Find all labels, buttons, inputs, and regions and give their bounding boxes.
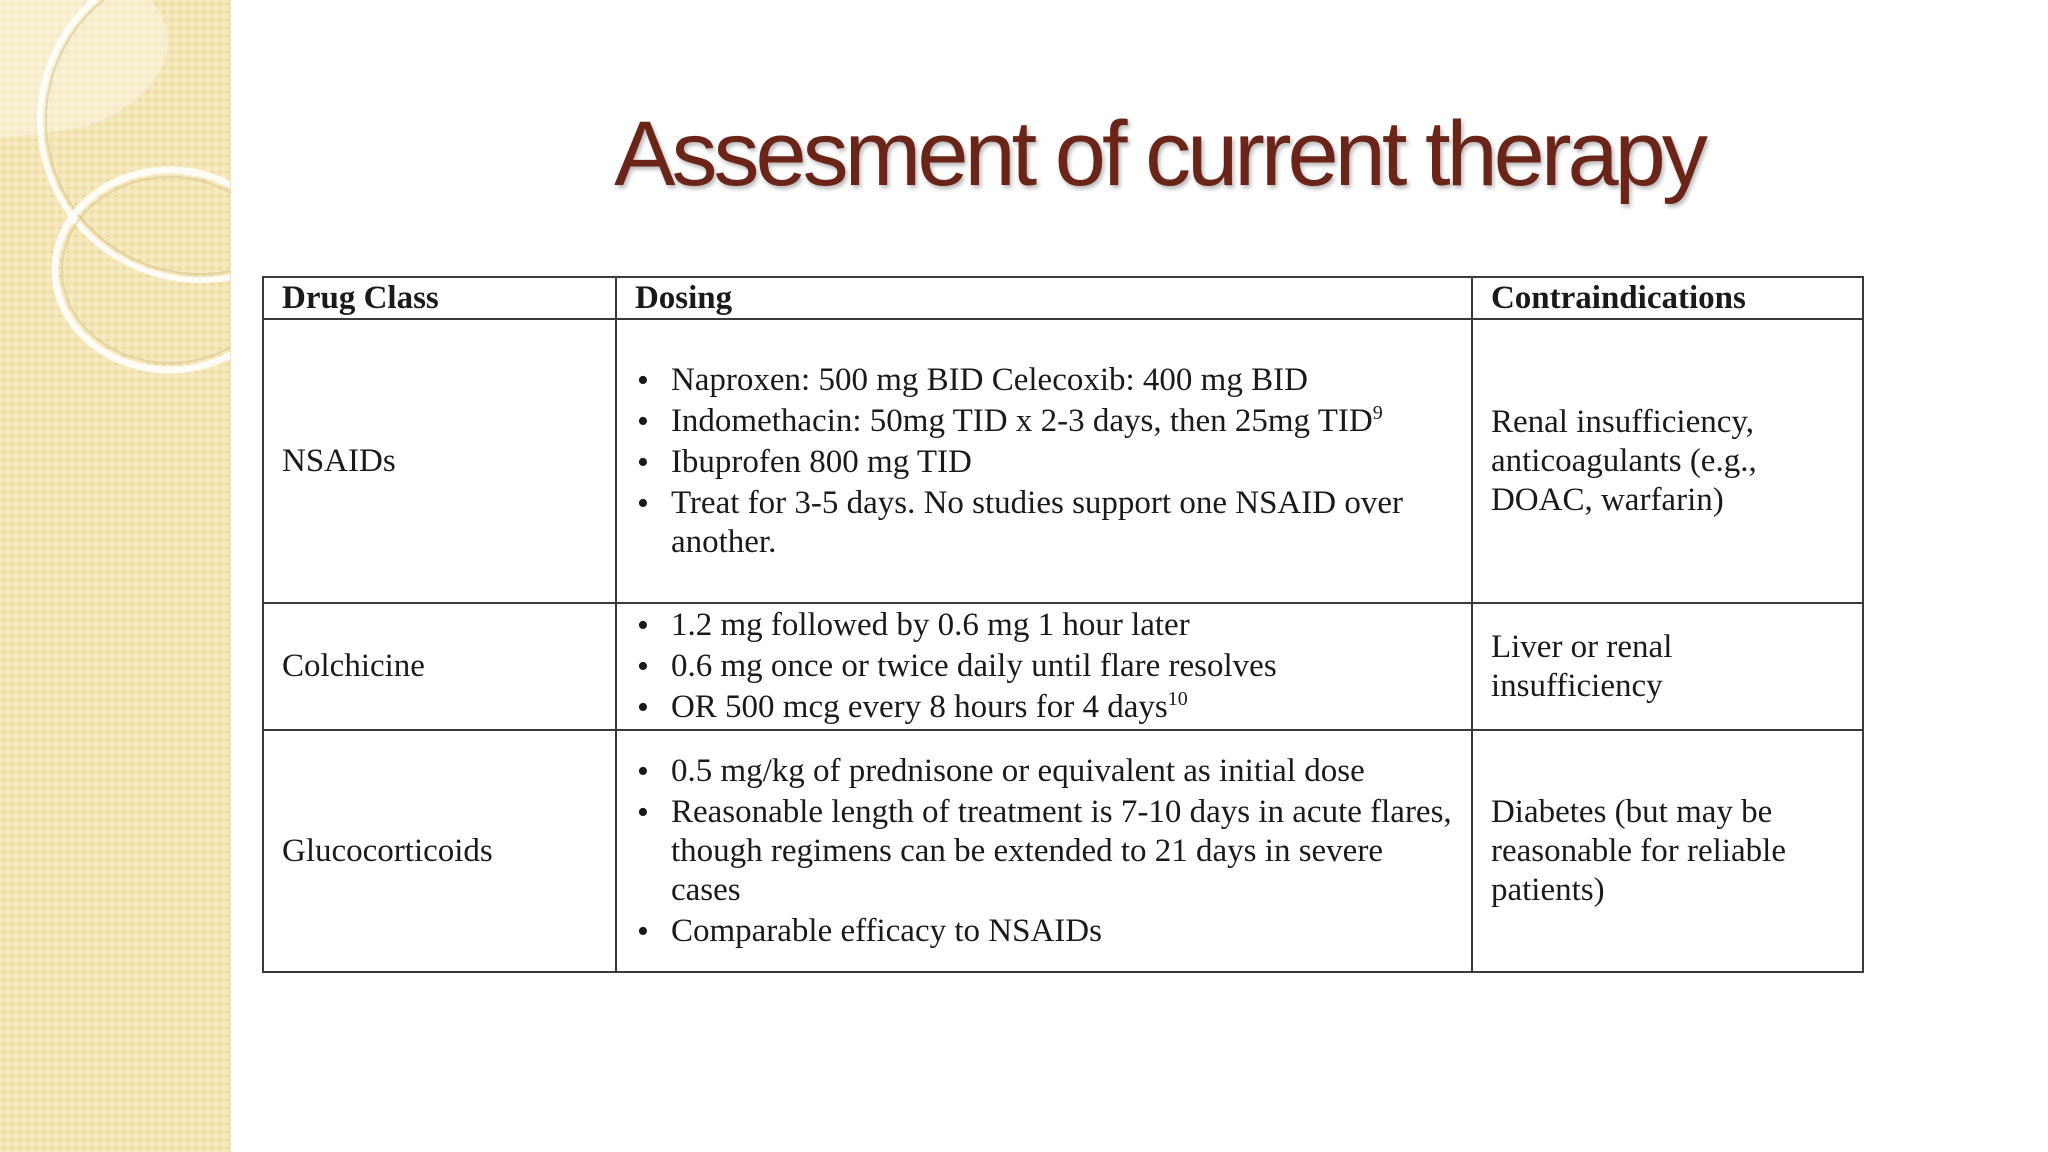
drug-class-cell: NSAIDs	[263, 319, 616, 603]
dosing-item: • 0.6 mg once or twice daily until flare resolves	[635, 647, 1453, 686]
header-contraindications: Contraindications	[1472, 277, 1863, 319]
dosing-item: • Ibuprofen 800 mg TID	[635, 443, 1453, 482]
table-row	[263, 319, 1863, 603]
drug-class-cell: Colchicine	[263, 603, 616, 730]
dosing-item: • Treat for 3-5 days. No studies support one NSAID over another.	[635, 484, 1453, 562]
table-header-row	[263, 277, 1863, 319]
header-dosing: Dosing	[616, 277, 1472, 319]
dosing-item: • OR 500 mcg every 8 hours for 4 days$^{10}$	[635, 688, 1453, 727]
drug-class-cell: Glucocorticoids	[263, 730, 616, 972]
dosing-item: • 1.2 mg followed by 0.6 mg 1 hour later	[635, 606, 1453, 645]
dosing-item: • Reasonable length of treatment is 7-10 days in acute flares, though regimens can be extended to 21 days in severe cases	[635, 793, 1453, 910]
citation-superscript: 10	[1167, 688, 1188, 710]
citation-superscript: 9	[1372, 401, 1383, 424]
header-drug-class: Drug Class	[263, 277, 616, 319]
contraindications-cell: Liver or renal insufficiency	[1472, 603, 1863, 730]
dosing-list	[635, 361, 1453, 562]
slide-title: Assesment of current therapy	[614, 103, 1704, 205]
dosing-item: • Indomethacin: 50mg TID x 2-3 days, then 25mg TID$^9$	[635, 402, 1453, 441]
dosing-list	[635, 606, 1453, 727]
dosing-cell	[616, 603, 1472, 730]
contraindications-cell: Renal insufficiency, anticoagulants (e.g., DOAC, warfarin)	[1472, 319, 1863, 603]
table-row	[263, 603, 1863, 730]
dosing-item: • 0.5 mg/kg of prednisone or equivalent as initial dose	[635, 752, 1453, 791]
therapy-table	[262, 276, 1864, 973]
decorative-rings-graphic	[0, 0, 230, 1152]
dosing-cell	[616, 319, 1472, 603]
table-row	[263, 730, 1863, 972]
dosing-item: • Comparable efficacy to NSAIDs	[635, 912, 1453, 951]
dosing-list	[635, 752, 1453, 951]
contraindications-cell: Diabetes (but may be reasonable for reliable patients)	[1472, 730, 1863, 972]
dosing-item: • Naproxen: 500 mg BID Celecoxib: 400 mg BID	[635, 361, 1453, 400]
dosing-cell	[616, 730, 1472, 972]
decorative-sidebar	[0, 0, 231, 1152]
